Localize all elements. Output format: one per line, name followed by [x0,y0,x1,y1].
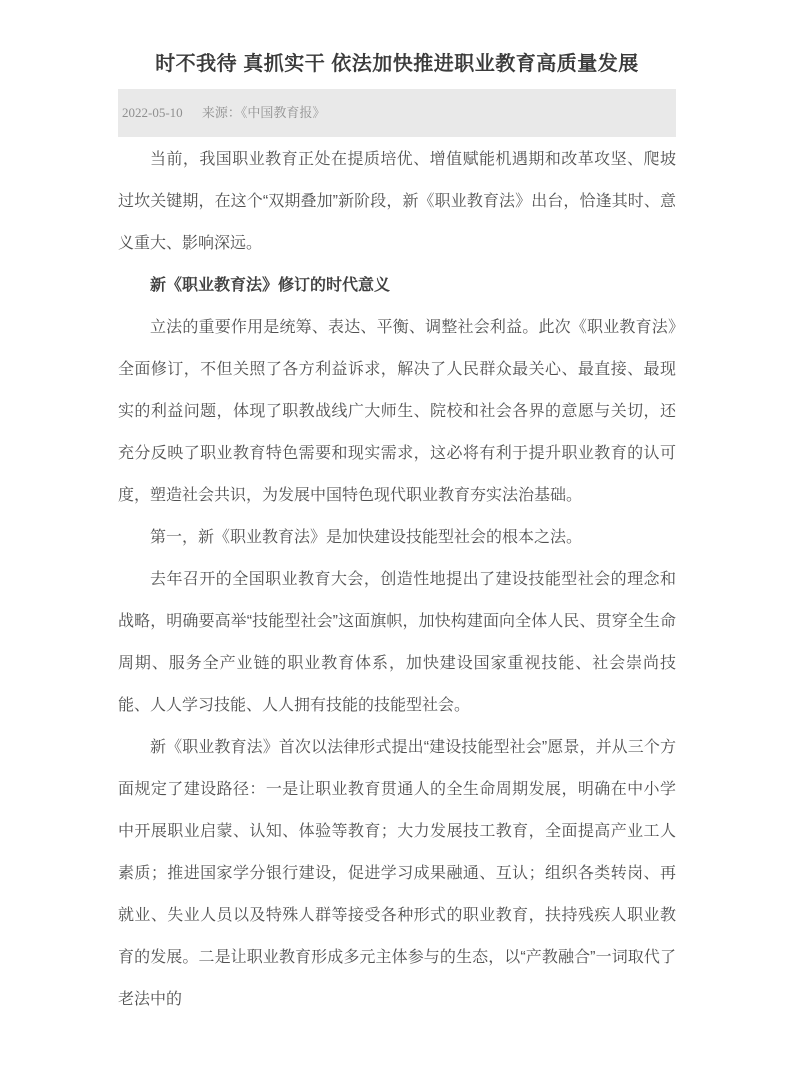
article-paragraph: 去年召开的全国职业教育大会，创造性地提出了建设技能型社会的理念和战略，明确要高举“技能型社会”这面旗帜，加快构建面向全体人民、贯穿全生命周期、服务全产业链的职业教育体系，加快建设国家重视技能、社会崇尚技能、人人学习技能、人人拥有技能的技能型社会。 [118,571,676,714]
article [118,0,676,1021]
publish-date: 2022-05-10 [122,105,183,120]
article-title: 时不我待 真抓实干 依法加快推进职业教育高质量发展 [155,53,639,75]
article-paragraph: 当前，我国职业教育正处在提质培优、增值赋能机遇期和改革攻坚、爬坡过坎关键期，在这个“双期叠加”新阶段，新《职业教育法》出台，恰逢其时、意义重大、影响深远。 [118,151,676,252]
article-paragraph: 新《职业教育法》首次以法律形式提出“建设技能型社会”愿景，并从三个方面规定了建设路径：一是让职业教育贯通人的全生命周期发展，明确在中小学中开展职业启蒙、认知、体验等教育；大力发展技工教育，全面提高产业工人素质；推进国家学分银行建设，促进学习成果融通、互认；组织各类转岗、再就业、失业人员以及特殊人群等接受各种形式的职业教育，扶持残疾人职业教育的发展。二是让职业教育形成多元主体参与的生态，以“产教融合”一词取代了老法中的 [118,739,676,1008]
article-paragraph: 立法的重要作用是统筹、表达、平衡、调整社会利益。此次《职业教育法》全面修订，不但关照了各方利益诉求，解决了人民群众最关心、最直接、最现实的利益问题，体现了职教战线广大师生、院校和社会各界的意愿与关切，还充分反映了职业教育特色需要和现实需求，这必将有利于提升职业教育的认可度，塑造社会共识，为发展中国特色现代职业教育夯实法治基础。 [118,319,676,504]
article-body [118,139,676,1021]
section-heading: 新《职业教育法》修订的时代意义 [150,277,391,294]
source-label: 来源：《中国教育报》 [201,105,326,120]
meta-bar [118,89,676,137]
article-paragraph: 第一，新《职业教育法》是加快建设技能型社会的根本之法。 [150,529,583,546]
